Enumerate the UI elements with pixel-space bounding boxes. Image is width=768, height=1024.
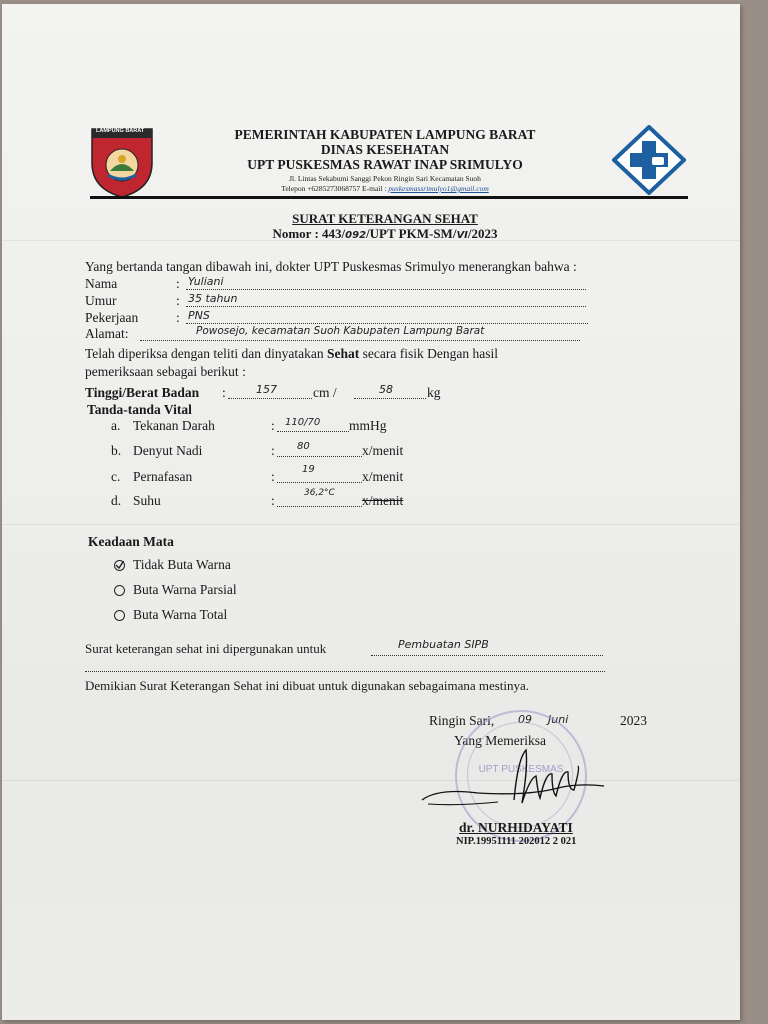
height-value: 157 bbox=[256, 383, 277, 396]
colon: : bbox=[176, 276, 180, 291]
radio-tidak-buta-warna[interactable] bbox=[114, 560, 125, 571]
vitals-title: Tanda-tanda Vital bbox=[87, 402, 192, 417]
header-government: PEMERINTAH KABUPATEN LAMPUNG BARAT bbox=[234, 127, 536, 142]
dotted-line bbox=[277, 482, 362, 483]
phone-text: Telepon +6285273068757 E-mail : bbox=[281, 184, 389, 193]
vital-label-temperature: Suhu bbox=[133, 493, 161, 508]
header-address: Jl. Lintas Sekabumi Sanggi Pekon Ringin Sari Kecamatan Suoh bbox=[289, 174, 481, 183]
header-divider bbox=[90, 196, 688, 199]
intro-text: Yang bertanda tangan dibawah ini, dokter UPT Puskesmas Srimulyo menerangkan bahwa : bbox=[85, 259, 577, 274]
number-handwritten: 092 bbox=[345, 230, 367, 241]
purpose-value: Pembuatan SIPB bbox=[398, 638, 489, 651]
signature-year: 2023 bbox=[620, 713, 647, 728]
stamp-text: UPT PUSKESMAS bbox=[478, 764, 564, 775]
header-department: DINAS KESEHATAN bbox=[320, 142, 450, 157]
email-link[interactable]: puskesmassrimulyo1@gmail.com bbox=[388, 184, 489, 193]
vital-unit: mmHg bbox=[349, 418, 387, 433]
signature-day: 09 bbox=[518, 713, 532, 726]
vital-value-respiration: 19 bbox=[302, 464, 315, 475]
alamat-label: Alamat: bbox=[85, 326, 129, 341]
dotted-line bbox=[277, 456, 362, 457]
dotted-line bbox=[186, 323, 588, 324]
document-number: Nomor : 443/092/UPT PKM-SM/VI/2023 bbox=[272, 226, 498, 241]
dotted-line bbox=[371, 655, 603, 656]
lampung-barat-logo bbox=[90, 127, 154, 204]
vital-letter: c. bbox=[111, 469, 121, 484]
dotted-line bbox=[186, 306, 586, 307]
vital-label-blood-pressure: Tekanan Darah bbox=[133, 418, 215, 433]
vital-label-respiration: Pernafasan bbox=[133, 469, 193, 484]
signature-place: Ringin Sari, bbox=[429, 713, 495, 728]
document-title: SURAT KETERANGAN SEHAT bbox=[292, 211, 478, 226]
colon: : bbox=[176, 293, 180, 308]
dotted-line bbox=[186, 289, 586, 290]
vital-value-pulse: 80 bbox=[297, 441, 310, 452]
vital-label-pulse: Denyut Nadi bbox=[133, 443, 203, 458]
radio-buta-warna-total[interactable] bbox=[114, 610, 125, 621]
vital-value-temperature: 36,2°C bbox=[304, 488, 335, 498]
radio-buta-warna-parsial[interactable] bbox=[114, 585, 125, 596]
umur-label: Umur bbox=[85, 293, 117, 308]
logo-caption: LAMPUNG BARAT bbox=[96, 128, 145, 134]
signature-month: Juni bbox=[548, 713, 569, 726]
exam-statement: Telah diperiksa dengan teliti dan dinyatakan Sehat secara fisik Dengan hasil bbox=[85, 346, 498, 361]
vital-letter: a. bbox=[111, 418, 121, 433]
exam-statement-2: pemeriksaan sebagai berikut : bbox=[85, 364, 246, 379]
dotted-line bbox=[277, 506, 362, 507]
vital-unit-struck: x/menit bbox=[362, 493, 404, 508]
vital-unit: x/menit bbox=[362, 443, 404, 458]
dotted-line bbox=[277, 431, 349, 432]
option-buta-warna-total: Buta Warna Total bbox=[133, 607, 228, 622]
vital-letter: b. bbox=[111, 443, 122, 458]
header-institution: UPT PUSKESMAS RAWAT INAP SRIMULYO bbox=[247, 157, 523, 172]
eye-condition-title: Keadaan Mata bbox=[88, 534, 174, 549]
vital-letter: d. bbox=[111, 493, 122, 508]
header-contact bbox=[180, 184, 590, 193]
signature-role: Yang Memeriksa bbox=[454, 733, 546, 748]
shield-emblem-icon bbox=[90, 127, 154, 199]
vital-value-blood-pressure: 110/70 bbox=[285, 417, 321, 428]
colon: : bbox=[176, 310, 180, 325]
colon: : bbox=[271, 469, 275, 484]
closing-text: Demikian Surat Keterangan Sehat ini dibuat untuk digunakan sebagaimana mestinya. bbox=[85, 678, 530, 693]
height-weight-label: Tinggi/Berat Badan bbox=[85, 385, 200, 400]
doctor-name: dr. NURHIDAYATI bbox=[459, 820, 573, 835]
fold-line bbox=[2, 780, 740, 781]
medical-cross-icon bbox=[612, 125, 686, 195]
colon: : bbox=[271, 418, 275, 433]
colon: : bbox=[271, 443, 275, 458]
colon: : bbox=[222, 385, 226, 400]
nama-value: Yuliani bbox=[188, 275, 224, 288]
height-unit: cm / bbox=[313, 385, 337, 400]
vital-unit: x/menit bbox=[362, 469, 404, 484]
dotted-line bbox=[354, 398, 426, 399]
weight-unit: kg bbox=[427, 385, 441, 400]
option-tidak-buta-warna: Tidak Buta Warna bbox=[133, 557, 231, 572]
option-buta-warna-parsial: Buta Warna Parsial bbox=[133, 582, 237, 597]
purpose-label: Surat keterangan sehat ini dipergunakan untuk bbox=[85, 641, 327, 656]
pekerjaan-label: Pekerjaan bbox=[85, 310, 139, 325]
doctor-nip: NIP.19951111 202012 2 021 bbox=[456, 836, 577, 847]
weight-value: 58 bbox=[379, 383, 393, 396]
checkmark-icon bbox=[115, 561, 124, 570]
umur-value: 35 tahun bbox=[188, 292, 238, 305]
dotted-line bbox=[228, 398, 312, 399]
puskesmas-logo bbox=[612, 125, 686, 200]
alamat-value: Powosejo, kecamatan Suoh Kabupaten Lampung Barat bbox=[196, 325, 485, 337]
signature-mark bbox=[418, 748, 608, 818]
dotted-line bbox=[140, 340, 580, 341]
nama-label: Nama bbox=[85, 276, 118, 291]
pekerjaan-value: PNS bbox=[188, 309, 210, 322]
dotted-line bbox=[85, 671, 605, 672]
fold-line bbox=[2, 524, 740, 525]
colon: : bbox=[271, 493, 275, 508]
month-handwritten: VI bbox=[456, 230, 468, 241]
